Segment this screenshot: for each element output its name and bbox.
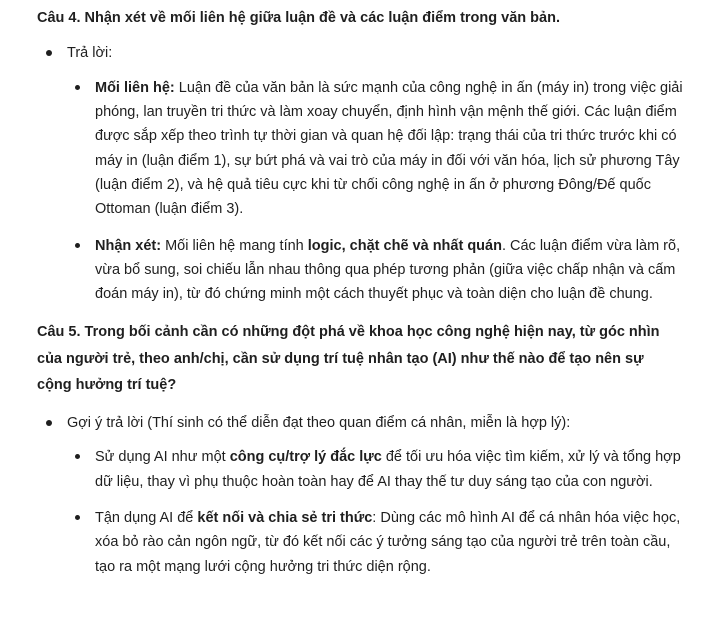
question-4-title: Câu 4. Nhận xét về mối liên hệ giữa luận đề và các luận điểm trong văn bản. — [37, 10, 560, 26]
question-4-points — [67, 76, 692, 307]
question-4-answer-list — [37, 42, 692, 306]
tool-text-before: Sử dụng AI như một — [95, 449, 230, 466]
question-5-point-connect — [67, 506, 692, 579]
connect-emphasis: kết nối và chia sẻ tri thức — [197, 509, 373, 526]
question-4-point-relationship — [67, 76, 692, 222]
question-5-answer-item — [37, 412, 692, 579]
question-4-section — [37, 7, 692, 306]
question-4-answer-label: Trả lời: — [67, 45, 113, 62]
relationship-text: Luận đề của văn bản là sức mạnh của công nghệ in ấn (máy in) trong việc giải phóng, lan truyền tri thức và làm xoay chuyển, định hình vận mệnh thế giới. Các luận điểm được sắp xếp theo trình tự thời gian và quan hệ đối lập: trạng thái của tri thức trước khi có máy in (luận điểm 1), sự bứt phá và vai trò của máy in đối với văn hóa, lịch sử phương Tây (luận điểm 2), và hệ quả tiêu cực khi từ chối công nghệ in ấn ở phương Đông/Đế quốc Ottoman (luận điểm 3). — [95, 79, 683, 218]
comment-text-before: Mối liên hệ mang tính — [161, 237, 308, 254]
question-5-answer-list — [37, 412, 692, 579]
question-5-answer-label: Gợi ý trả lời (Thí sinh có thể diễn đạt theo quan điểm cá nhân, miễn là hợp lý): — [67, 414, 571, 431]
question-4-point-comment — [67, 234, 692, 307]
comment-emphasis: logic, chặt chẽ và nhất quán — [307, 237, 502, 254]
tool-emphasis: công cụ/trợ lý đắc lực — [229, 449, 382, 466]
question-5-section — [37, 319, 692, 578]
tool-text-after: để tối ưu hóa việc tìm kiếm, xử lý và tổng hợp dữ liệu, thay vì phụ thuộc hoàn toàn hay để AI thay thế tư duy sáng tạo của con người. — [95, 449, 681, 490]
question-5-point-tool — [67, 445, 692, 494]
comment-label: Nhận xét: — [95, 237, 162, 254]
comment-text-after: . Các luận điểm vừa làm rõ, vừa bổ sung, soi chiếu lẫn nhau thông qua phép tương phản (giữa việc chấp nhận và cấm đoán máy in), từ đó chứng minh một cách thuyết phục và toàn diện cho luận đề chung. — [95, 237, 681, 303]
question-5-title: Câu 5. Trong bối cảnh cần có những đột phá về khoa học công nghệ hiện nay, từ góc nhìn của người trẻ, theo anh/chị, cần sử dụng trí tuệ nhân tạo (AI) như thế nào để tạo nên sự cộng hưởng trí tuệ? — [37, 324, 660, 394]
connect-text-before: Tận dụng AI để — [95, 509, 198, 526]
question-4-answer-item — [37, 42, 692, 306]
question-5-points — [67, 445, 692, 578]
relationship-label: Mối liên hệ: — [95, 79, 175, 96]
connect-text-after: : Dùng các mô hình AI để cá nhân hóa việc học, xóa bỏ rào cản ngôn ngữ, từ đó kết nối các ý tưởng sáng tạo của người trẻ trên toàn cầu, tạo ra một mạng lưới cộng hưởng tri thức diện rộng. — [95, 509, 681, 575]
